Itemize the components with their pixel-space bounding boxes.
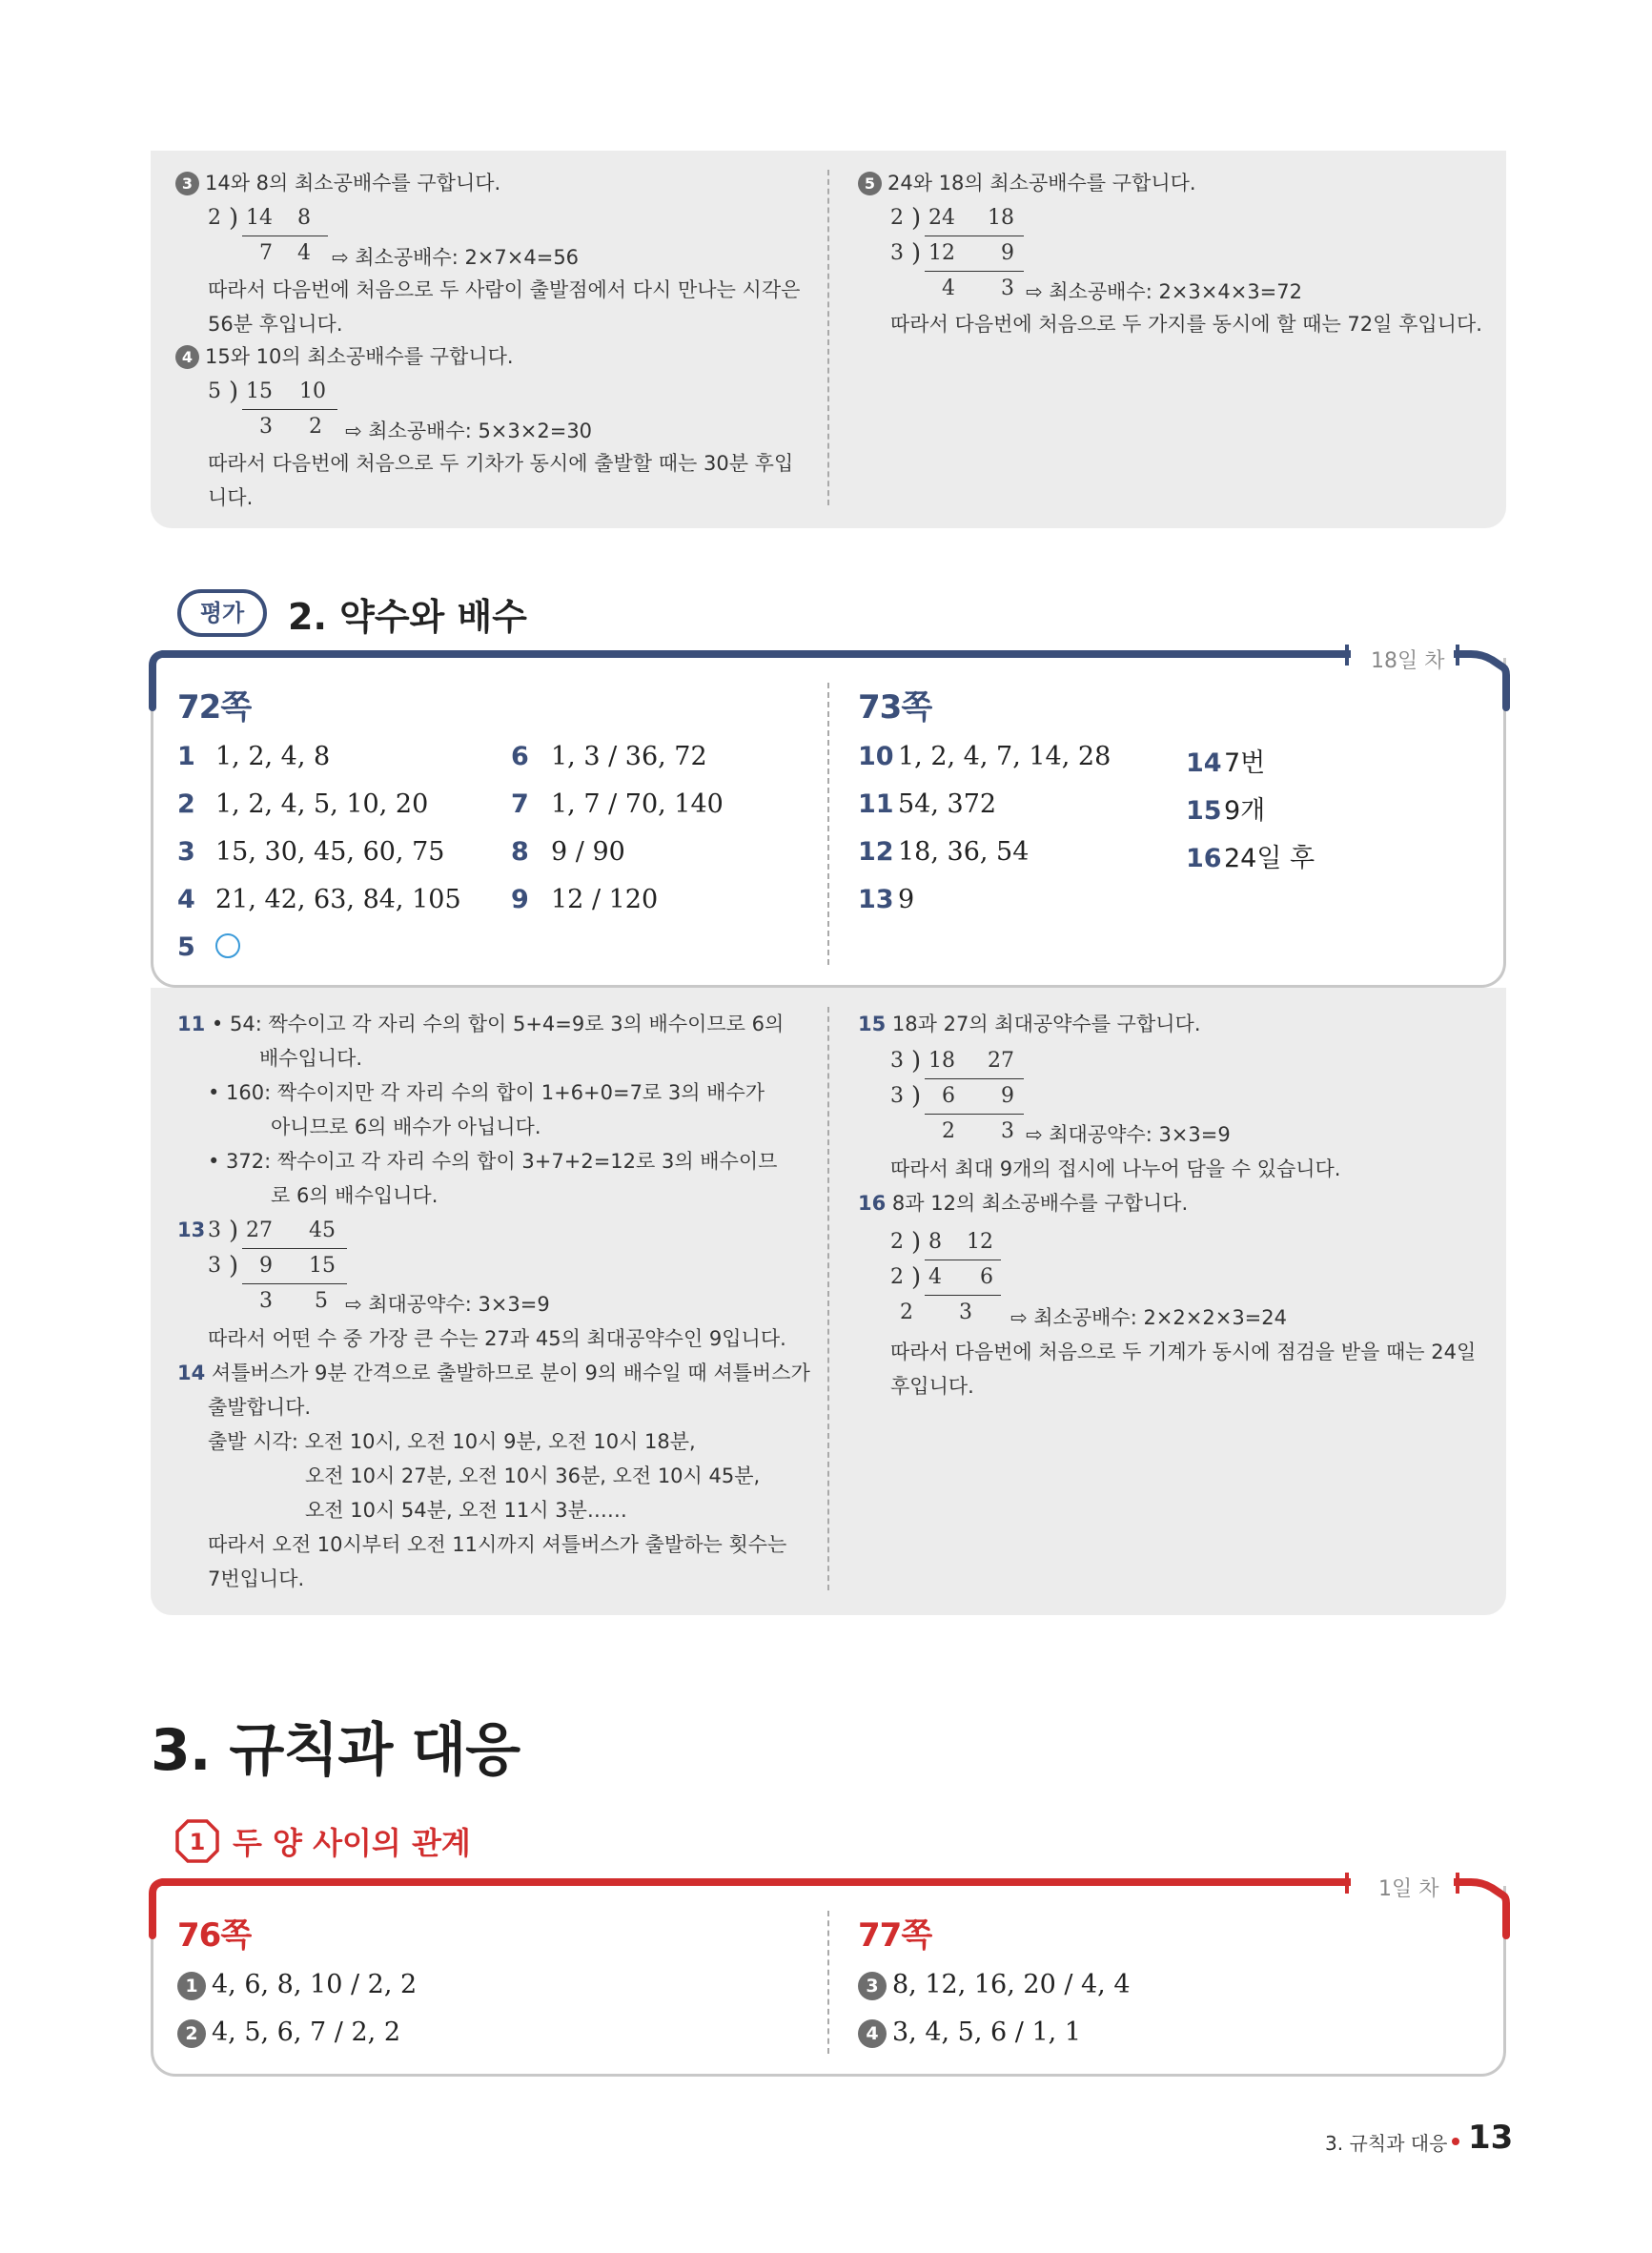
answer-6: 6 1, 3 / 36, 72: [511, 742, 707, 771]
section-number: 1: [189, 1829, 206, 1855]
q14-line2: 출발합니다.: [208, 1396, 312, 1419]
page-number: 13: [1468, 2119, 1514, 2157]
circle-1-icon: 1: [177, 1972, 206, 2000]
circle-3-icon: 3: [175, 172, 199, 195]
eval-page-right: 73쪽: [858, 688, 932, 727]
p4-title: 4 15와 10의 최소공배수를 구합니다.: [175, 339, 514, 374]
answer-10: 10 1, 2, 4, 7, 14, 28: [858, 742, 1112, 771]
q14-line4: 오전 10시 27분, 오전 10시 36분, 오전 10시 45분,: [305, 1464, 761, 1487]
answer-13: 13 9: [858, 885, 915, 914]
chapter-title: 3. 규칙과 대응: [151, 1717, 520, 1784]
q13-ladder: 3 ) 27 45 3 ) 9 15 3 5: [208, 1219, 341, 1324]
q11-line3: • 160: 짝수이지만 각 자리 수의 합이 1+6+0=7로 3의 배수가: [208, 1081, 765, 1104]
q15-line: 따라서 최대 9개의 접시에 나누어 담을 수 있습니다.: [890, 1157, 1341, 1180]
circle-4-icon: 4: [175, 345, 199, 369]
circle-5-icon: 5: [858, 172, 882, 195]
q15-title: 15 18과 27의 최대공약수를 구합니다.: [858, 1013, 1201, 1035]
q11-line6: 로 6의 배수입니다.: [271, 1184, 438, 1207]
chapter-answer-divider: [827, 1911, 829, 2054]
eval-section-title: 2. 약수와 배수: [288, 596, 527, 638]
p5-line1: 따라서 다음번에 처음으로 두 가지를 동시에 할 때는 72일 후입니다.: [890, 313, 1482, 336]
q16-result: ⇨ 최소공배수: 2×2×2×3=24: [1010, 1306, 1287, 1329]
answer-3: 3 15, 30, 45, 60, 75: [177, 837, 445, 867]
top-box-divider: [827, 170, 829, 505]
p5-title: 5 24와 18의 최소공배수를 구합니다.: [858, 166, 1196, 200]
p4-line1: 따라서 다음번에 처음으로 두 기차가 동시에 출발할 때는 30분 후입: [208, 452, 794, 475]
chapter-day-label: 1일 차: [1378, 1877, 1439, 1901]
section-title: 두 양 사이의 관계: [233, 1825, 471, 1861]
answer-4: 4 21, 42, 63, 84, 105: [177, 885, 461, 914]
q13-line: 따라서 어떤 수 중 가장 큰 수는 27과 45의 최대공약수인 9입니다.: [208, 1327, 786, 1350]
chapter-answer-2: 2 4, 5, 6, 7 / 2, 2: [177, 2017, 400, 2048]
q13-num: 13: [177, 1219, 206, 1241]
eval-badge: 평가: [177, 589, 267, 637]
chapter-page-left: 76쪽: [177, 1916, 252, 1955]
p5-result: ⇨ 최소공배수: 2×3×4×3=72: [1026, 280, 1302, 303]
p4-line2: 니다.: [208, 486, 254, 509]
q14-line3: 출발 시각: 오전 10시, 오전 10시 9분, 오전 10시 18분,: [208, 1430, 696, 1453]
answer-7: 7 1, 7 / 70, 140: [511, 789, 724, 819]
q16-ladder: 2 ) 8 12 2 ) 4 6 2 3: [890, 1230, 1014, 1336]
eval-frame-rule: [148, 645, 1511, 711]
circle-2-icon: 2: [177, 2019, 206, 2048]
q14-line5: 오전 10시 54분, 오전 11시 3분……: [305, 1499, 627, 1522]
chapter-answer-4: 4 3, 4, 5, 6 / 1, 1: [858, 2017, 1081, 2048]
q14-line1: 14 셔틀버스가 9분 간격으로 출발하므로 분이 9의 배수일 때 셔틀버스가: [177, 1362, 810, 1384]
eval-answer-divider: [827, 683, 829, 965]
p4-result: ⇨ 최소공배수: 5×3×2=30: [345, 420, 593, 442]
q15-result: ⇨ 최대공약수: 3×3=9: [1026, 1123, 1231, 1146]
circle-mark-icon: [215, 933, 240, 958]
circle-4-icon: 4: [858, 2019, 887, 2048]
answer-8: 8 9 / 90: [511, 837, 625, 867]
chapter-page-right: 77쪽: [858, 1916, 932, 1955]
answer-2: 2 1, 2, 4, 5, 10, 20: [177, 789, 429, 819]
q11-line5: • 372: 짝수이고 각 자리 수의 합이 3+7+2=12로 3의 배수이므: [208, 1150, 778, 1173]
p5-ladder: 2 ) 24 18 3 ) 12 9 4 3: [890, 206, 1024, 312]
circle-3-icon: 3: [858, 1972, 887, 2000]
chapter-answer-1: 1 4, 6, 8, 10 / 2, 2: [177, 1970, 417, 2000]
eval-expl-divider: [827, 1007, 829, 1590]
answer-5: 5: [177, 932, 240, 962]
answer-9: 9 12 / 120: [511, 885, 659, 914]
p3-line1: 따라서 다음번에 처음으로 두 사람이 출발점에서 다시 만나는 시각은: [208, 278, 801, 301]
p3-title: 3 14와 8의 최소공배수를 구합니다.: [175, 166, 500, 200]
p3-result: ⇨ 최소공배수: 2×7×4=56: [332, 246, 580, 269]
p4-ladder: 5 ) 15 10 3 2: [208, 379, 341, 450]
q11-line2: 배수입니다.: [259, 1047, 363, 1070]
answer-15: 159개: [1186, 796, 1266, 826]
answer-11: 11 54, 372: [858, 789, 997, 819]
q16-line1: 따라서 다음번에 처음으로 두 기계가 동시에 점검을 받을 때는 24일: [890, 1341, 1477, 1363]
q14-line6: 따라서 오전 10시부터 오전 11시까지 셔틀버스가 출발하는 횟수는: [208, 1533, 787, 1556]
answer-12: 12 18, 36, 54: [858, 837, 1030, 867]
footer-chapter-text: 3. 규칙과 대응: [1325, 2132, 1448, 2155]
answer-14: 147번: [1186, 748, 1266, 778]
section-number-badge: [175, 1819, 219, 1863]
q16-title: 16 8과 12의 최소공배수를 구합니다.: [858, 1192, 1189, 1215]
q11-line1: 11 • 54: 짝수이고 각 자리 수의 합이 5+4=9로 3의 배수이므로 6의: [177, 1013, 785, 1035]
footer-dot-icon: [1452, 2138, 1459, 2145]
q11-line4: 아니므로 6의 배수가 아닙니다.: [271, 1116, 541, 1138]
chapter-frame-rule: [148, 1873, 1511, 1939]
q13-result: ⇨ 최대공약수: 3×3=9: [345, 1293, 550, 1316]
q16-line2: 후입니다.: [890, 1375, 974, 1398]
answer-1: 1 1, 2, 4, 8: [177, 742, 331, 771]
p3-ladder: 2 ) 14 8 7 4: [208, 206, 332, 277]
q15-ladder: 3 ) 18 27 3 ) 6 9 2 3: [890, 1049, 1024, 1155]
answer-16: 1624일 후: [1186, 844, 1315, 873]
q14-line7: 7번입니다.: [208, 1567, 305, 1590]
chapter-answer-3: 3 8, 12, 16, 20 / 4, 4: [858, 1970, 1131, 2000]
eval-page-left: 72쪽: [177, 688, 252, 727]
p3-line2: 56분 후입니다.: [208, 313, 343, 336]
eval-day-label: 18일 차: [1371, 649, 1445, 673]
